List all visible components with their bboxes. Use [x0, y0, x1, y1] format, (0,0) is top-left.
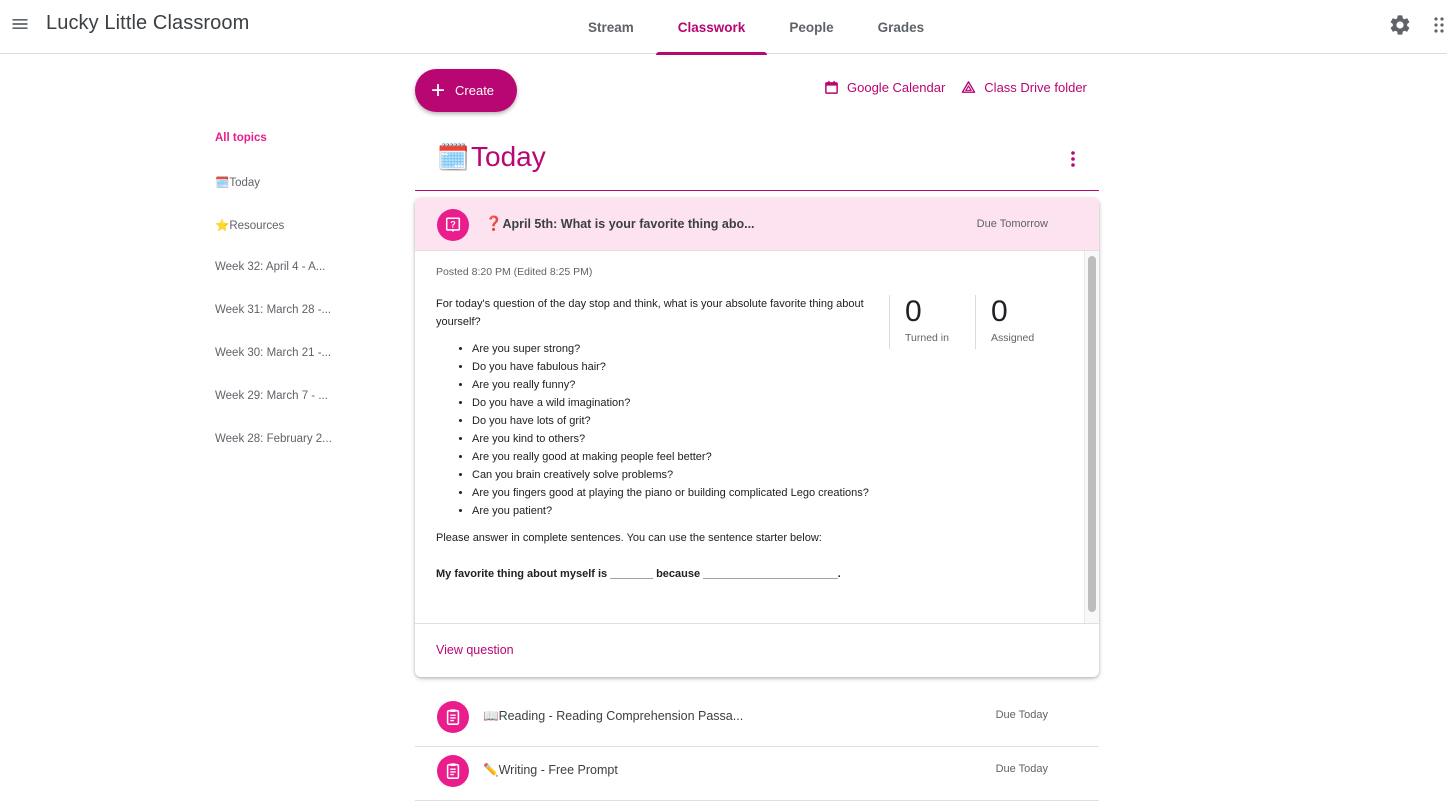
due-date: Due Tomorrow	[976, 218, 1048, 230]
assignment-icon	[437, 755, 469, 787]
topic-week-28[interactable]: Week 28: February 2...	[215, 433, 332, 445]
turned-in-count: 0	[905, 295, 922, 328]
item-title: 📖Reading - Reading Comprehension Passa...	[483, 708, 744, 723]
list-item: • Are you fingers good at playing the piano or building complicated Lego creations?	[472, 484, 876, 502]
class-title[interactable]: Lucky Little Classroom	[46, 12, 250, 34]
submission-stats	[889, 295, 1061, 349]
turned-in-stat[interactable]	[889, 295, 975, 349]
google-apps-button[interactable]	[1433, 16, 1447, 34]
class-drive-folder-link[interactable]	[961, 80, 1087, 95]
topic-week-29[interactable]: Week 29: March 7 - ...	[215, 390, 328, 402]
list-item: • Are you really funny?	[472, 376, 876, 394]
topic-week-30[interactable]: Week 30: March 21 -...	[215, 347, 332, 359]
scrollbar-thumb[interactable]	[1088, 256, 1096, 612]
plus-icon: +	[431, 76, 446, 104]
tab-people[interactable]: People	[789, 19, 834, 35]
class-tabs	[566, 0, 946, 54]
hamburger-icon	[10, 14, 30, 34]
create-button[interactable]	[415, 69, 517, 112]
topic-section-header	[415, 138, 1099, 191]
create-label: Create	[455, 83, 495, 98]
question-mark-emoji-icon: ❓	[485, 216, 503, 232]
topic-label: All topics	[215, 132, 267, 144]
link-label: Google Calendar	[847, 80, 946, 95]
apps-grid-icon	[1433, 16, 1447, 34]
item-title: ✏️Writing - Free Prompt	[483, 762, 618, 777]
list-item: • Are you kind to others?	[472, 430, 876, 448]
item-title: ❓April 5th: What is your favorite thing abo...	[485, 216, 755, 232]
list-item: • Are you super strong?	[472, 340, 876, 358]
list-item: • Do you have lots of grit?	[472, 412, 876, 430]
main-menu-button[interactable]	[8, 12, 32, 36]
class-links	[824, 80, 1087, 95]
tab-classwork[interactable]: Classwork	[656, 0, 768, 54]
tab-grades[interactable]: Grades	[877, 19, 925, 35]
pencil-emoji-icon: ✏️	[483, 762, 499, 777]
link-label: Class Drive folder	[984, 80, 1087, 95]
posted-timestamp: Posted 8:20 PM (Edited 8:25 PM)	[436, 266, 593, 278]
calendar-emoji-icon: 🗓️	[215, 175, 230, 189]
classwork-item[interactable]	[415, 694, 1099, 747]
item-details	[415, 251, 1099, 624]
topic-week-31[interactable]: Week 31: March 28 -...	[215, 304, 332, 316]
assigned-stat[interactable]	[975, 295, 1061, 349]
list-item: • Can you brain creatively solve problems?	[472, 466, 876, 484]
gear-icon	[1388, 13, 1412, 37]
view-question-link[interactable]: View question	[436, 643, 514, 657]
intro-text: For today's question of the day stop and think, what is your absolute favorite thing about yourself?	[436, 298, 864, 328]
google-calendar-link[interactable]	[824, 80, 945, 95]
section-title: Today	[471, 141, 546, 172]
svg-text:?: ?	[450, 219, 456, 230]
turned-in-label: Turned in	[905, 332, 949, 344]
list-item: • Are you really good at making people feel better?	[472, 448, 876, 466]
calendar-icon	[824, 80, 839, 95]
topic-week-32[interactable]: Week 32: April 4 - A...	[215, 261, 326, 273]
topics-sidebar	[215, 130, 365, 474]
question-list	[472, 340, 876, 520]
drive-icon	[961, 80, 976, 95]
item-footer	[415, 624, 1099, 676]
list-item: • Are you patient?	[472, 502, 876, 520]
topic-label: Resources	[229, 220, 285, 232]
classwork-item-expanded	[415, 198, 1099, 677]
item-description	[436, 295, 876, 583]
assigned-count: 0	[991, 295, 1008, 328]
book-emoji-icon: 📖	[483, 708, 499, 723]
due-date: Due Today	[995, 763, 1048, 775]
item-header[interactable]	[415, 198, 1099, 251]
assigned-label: Assigned	[991, 332, 1035, 344]
topic-options-button[interactable]	[1063, 148, 1083, 170]
tab-stream[interactable]: Stream	[588, 19, 634, 35]
sentence-starter: My favorite thing about myself is _______ because ______________________.	[436, 568, 841, 580]
settings-button[interactable]	[1388, 13, 1412, 37]
topic-label: Today	[229, 177, 261, 189]
topic-resources[interactable]	[215, 216, 365, 259]
calendar-emoji-icon: 🗓️	[437, 143, 470, 173]
instruction-text: Please answer in complete sentences. You can use the sentence starter below:	[436, 532, 822, 544]
topic-all-topics[interactable]	[215, 130, 365, 173]
topic-today[interactable]	[215, 173, 365, 216]
list-item: • Do you have fabulous hair?	[472, 358, 876, 376]
top-app-bar	[0, 0, 1447, 54]
question-icon	[437, 209, 469, 241]
assignment-icon	[437, 701, 469, 733]
due-date: Due Today	[995, 709, 1048, 721]
star-emoji-icon: ⭐	[215, 218, 230, 232]
classwork-item[interactable]	[415, 748, 1099, 801]
list-item: • Do you have a wild imagination?	[472, 394, 876, 412]
more-vert-icon	[1063, 148, 1083, 170]
details-scrollbar[interactable]	[1084, 251, 1099, 624]
